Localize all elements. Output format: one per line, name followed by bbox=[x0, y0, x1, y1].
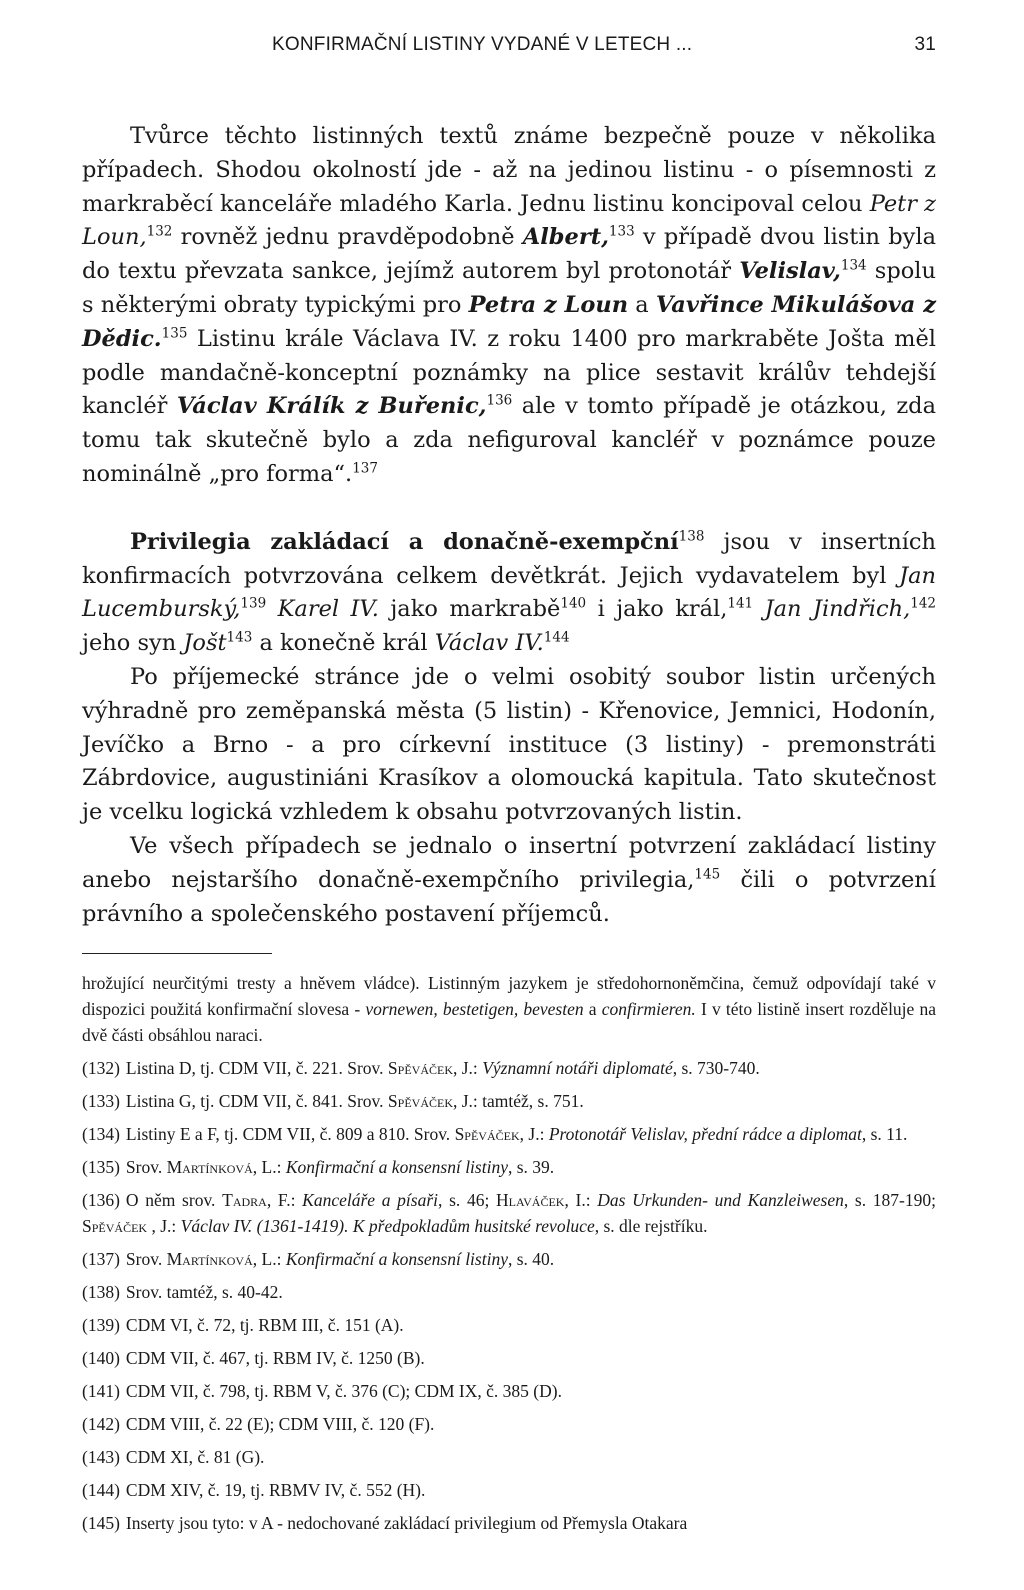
bold-term: Privilegia zakládací a donačně-exempční bbox=[130, 528, 679, 555]
main-text bbox=[82, 120, 936, 931]
text-run: hrožující neurčitými tresty a hněvem vládce). Listinným jazykem je středohornoněmčina, čemuž odpovídají také v dispozici použitá konfirmační slovesa - bbox=[82, 973, 936, 1020]
footnote-137 bbox=[82, 1246, 936, 1272]
italic-term: confirmieren. bbox=[601, 999, 696, 1020]
footnote-ref: 143 bbox=[226, 629, 253, 646]
footnote-ref: 132 bbox=[146, 223, 173, 240]
footnote-number: (139) bbox=[82, 1315, 120, 1336]
footnote-number: (133) bbox=[82, 1091, 120, 1112]
footnote-ref: 138 bbox=[678, 528, 705, 545]
person-name: Albert, bbox=[522, 224, 609, 251]
work-title: Kanceláře a písaři bbox=[302, 1190, 439, 1211]
footnote-number: (142) bbox=[82, 1414, 120, 1435]
footnote-text: CDM VIII, č. 22 (E); CDM VIII, č. 120 (F). bbox=[125, 1414, 435, 1435]
footnote-text: CDM VII, č. 467, tj. RBM IV, č. 1250 (B). bbox=[125, 1348, 425, 1369]
running-head bbox=[82, 34, 936, 68]
footnote-number: (145) bbox=[82, 1513, 120, 1534]
work-title: Václav IV. (1361-1419). K předpokladům husitské revoluce bbox=[180, 1216, 595, 1237]
text-run: spolu s některými obraty typickými pro bbox=[82, 258, 936, 318]
author-name: Tadra bbox=[222, 1190, 267, 1211]
footnote-ref: 135 bbox=[161, 325, 188, 342]
footnote-132 bbox=[82, 1055, 936, 1081]
author-name: Spěváček bbox=[82, 1216, 148, 1237]
text-run: a bbox=[628, 291, 656, 318]
footnote-ref: 137 bbox=[352, 460, 378, 477]
text-run: Listinu krále Václava IV. z roku 1400 pro markraběte Jošta měl podle mandačně-konceptní poznámky na plice sestavit králův tehdejší kancléř bbox=[82, 325, 936, 420]
footnote-ref: 140 bbox=[560, 595, 587, 612]
text-run: i jako král, bbox=[586, 596, 728, 623]
footnote-144 bbox=[82, 1477, 936, 1503]
footnote-134 bbox=[82, 1121, 936, 1147]
footnote-136 bbox=[82, 1187, 936, 1239]
text-run: , J.: bbox=[453, 1058, 483, 1079]
text-run: v případě dvou listin byla do textu převzata sankce, jejímž autorem byl protonotář bbox=[82, 224, 936, 285]
footnote-text: CDM XI, č. 81 (G). bbox=[125, 1447, 265, 1468]
text-run: jeho syn bbox=[82, 630, 184, 657]
person-name: Vavřince Mikulášova z Dědic. bbox=[82, 291, 937, 352]
text-run: Srov. bbox=[125, 1157, 167, 1178]
text-run bbox=[753, 596, 764, 622]
footnote-142 bbox=[82, 1411, 936, 1437]
work-title: Významní notáři diplomaté bbox=[482, 1058, 673, 1079]
text-run: , s. 40. bbox=[507, 1249, 555, 1270]
text-run: , F.: bbox=[266, 1190, 303, 1211]
text-run: Ve všech případech se jednalo o insertní potvrzení zakládací listiny anebo nejstaršího donačně-exempčního privilegia, bbox=[82, 832, 936, 893]
text-run: , s. 730-740. bbox=[672, 1058, 760, 1079]
text-run: jsou v insertních konfirmacích potvrzována celkem devětkrát. Jejich vydavatelem byl bbox=[82, 528, 936, 589]
paragraph-1 bbox=[82, 120, 936, 492]
text-run: I v této listině insert rozděluje na dvě části obsáhlou naraci. bbox=[82, 999, 936, 1046]
text-run: čili o potvrzení právního a společenského postavení příjemců. bbox=[82, 866, 936, 927]
text-run: Listiny E a F, tj. CDM VII, č. 809 a 810. Srov. bbox=[125, 1124, 455, 1145]
person-name: Jošt bbox=[183, 630, 227, 657]
work-title: Protonotář Velislav, přední rádce a diplomat bbox=[548, 1124, 862, 1145]
text-run: Listina G, tj. CDM VII, č. 841. Srov. bbox=[125, 1091, 388, 1112]
text-run: , J.: bbox=[147, 1216, 181, 1237]
text-run: ale v tomto případě je otázkou, zda tomu tak skutečně bylo a zda nefiguroval kancléř v poznámce pouze nominálně „pro forma“. bbox=[82, 393, 936, 487]
footnote-ref: 142 bbox=[910, 595, 937, 612]
footnote-number: (136) bbox=[82, 1190, 120, 1211]
footnote-number: (134) bbox=[82, 1124, 120, 1145]
page-number: 31 bbox=[914, 34, 936, 55]
footnote-number: (143) bbox=[82, 1447, 120, 1468]
footnote-number: (144) bbox=[82, 1480, 120, 1501]
text-run: Tvůrce těchto listinných textů známe bezpečně pouze v několika případech. Shodou okolností jde - až na jedinou listinu - o písemnosti z markraběcí kanceláře mladého Karla. Jednu listinu koncipoval celou bbox=[82, 123, 936, 217]
person-name: Jan Jindřich, bbox=[764, 596, 911, 623]
text-run: , J.: tamtéž, s. 751. bbox=[453, 1091, 584, 1112]
footnote-number: (135) bbox=[82, 1157, 120, 1178]
author-name: Spěváček bbox=[387, 1091, 453, 1112]
text-run: Srov. bbox=[125, 1249, 167, 1270]
work-title: Konfirmační a konsensní listiny bbox=[285, 1249, 508, 1270]
text-run: , L.: bbox=[252, 1157, 286, 1178]
person-name: Karel IV. bbox=[277, 596, 379, 623]
text-run: , s. dle rejstříku. bbox=[594, 1216, 708, 1237]
text-run: , L.: bbox=[252, 1249, 286, 1270]
footnote-143 bbox=[82, 1444, 936, 1470]
paragraph-3: Po příjemecké stránce jde o velmi osobitý soubor listin určených výhradně pro zeměpanská města (5 listin) - Křenovice, Jemnici, Hodonín, Jevíčko a Brno - a pro církevní instituce (3 listiny) - premonstráti Zábrdovice, augustiniáni Krasíkov a olomoucká kapitula. Tato skutečnost je vcelku logická vzhledem k obsahu potvrzovaných listin. bbox=[82, 663, 936, 826]
text-run: , s. 187-190; bbox=[843, 1190, 936, 1211]
footnote-ref: 136 bbox=[486, 392, 513, 409]
footnote-number: (138) bbox=[82, 1282, 120, 1303]
footnote-ref: 145 bbox=[694, 866, 721, 883]
footnote-140 bbox=[82, 1345, 936, 1371]
footnote-text: CDM VII, č. 798, tj. RBM V, č. 376 (C); CDM IX, č. 385 (D). bbox=[125, 1381, 562, 1402]
text-run: , s. 46; bbox=[438, 1190, 497, 1211]
footnote-number: (141) bbox=[82, 1381, 120, 1402]
person-name: Petra z Loun bbox=[468, 291, 629, 318]
work-title: Das Urkunden- und Kanzleiwesen bbox=[597, 1190, 844, 1211]
running-title: KONFIRMAČNÍ LISTINY VYDANÉ V LETECH ... bbox=[272, 34, 693, 55]
person-name: Václav IV. bbox=[434, 630, 544, 657]
footnote-135 bbox=[82, 1154, 936, 1180]
footnote-ref: 139 bbox=[240, 595, 267, 612]
footnote-text: Inserty jsou tyto: v A - nedochované zakládací privilegium od Přemysla Otakara bbox=[125, 1513, 688, 1534]
footnote-141 bbox=[82, 1378, 936, 1404]
text-run: O něm srov. bbox=[125, 1190, 223, 1211]
author-name: Spěváček bbox=[387, 1058, 453, 1079]
author-name: Martínková bbox=[166, 1249, 253, 1270]
text-run bbox=[266, 596, 277, 622]
footnote-text: CDM XIV, č. 19, tj. RBMV IV, č. 552 (H). bbox=[125, 1480, 426, 1501]
text-run: , J.: bbox=[519, 1124, 549, 1145]
paragraph-2 bbox=[82, 526, 936, 661]
text-run: , s. 11. bbox=[861, 1124, 908, 1145]
footnote-number: (140) bbox=[82, 1348, 120, 1369]
footnote-number: (132) bbox=[82, 1058, 120, 1079]
footnote-number: (137) bbox=[82, 1249, 120, 1270]
footnote-ref: 144 bbox=[543, 629, 570, 646]
person-name: Velislav, bbox=[739, 258, 841, 285]
author-name: Hlaváček bbox=[496, 1190, 565, 1211]
footnote-separator bbox=[82, 953, 272, 954]
footnote-133 bbox=[82, 1088, 936, 1114]
text-run: , s. 39. bbox=[507, 1157, 555, 1178]
footnote-ref: 134 bbox=[840, 257, 867, 274]
footnotes bbox=[82, 970, 936, 1536]
text-run: a konečně král bbox=[252, 630, 435, 657]
footnote-145 bbox=[82, 1510, 936, 1536]
person-name: Petr z Loun, bbox=[82, 190, 937, 251]
text-run: Listina D, tj. CDM VII, č. 221. Srov. bbox=[125, 1058, 388, 1079]
footnote-text: CDM VI, č. 72, tj. RBM III, č. 151 (A). bbox=[125, 1315, 404, 1336]
text-run: , I.: bbox=[564, 1190, 598, 1211]
footnote-continuation bbox=[82, 970, 936, 1048]
author-name: Spěváček bbox=[454, 1124, 520, 1145]
text-run: rovněž jednu pravděpodobně bbox=[172, 224, 523, 251]
footnote-ref: 141 bbox=[727, 595, 754, 612]
person-name: Václav Králík z Buřenic, bbox=[176, 393, 487, 420]
footnote-138 bbox=[82, 1279, 936, 1305]
work-title: Konfirmační a konsensní listiny bbox=[285, 1157, 508, 1178]
text-run: jako markrabě bbox=[378, 596, 561, 623]
italic-term: vornewen, bestetigen, bevesten bbox=[365, 999, 584, 1020]
footnote-139 bbox=[82, 1312, 936, 1338]
footnote-ref: 133 bbox=[608, 223, 635, 240]
author-name: Martínková bbox=[166, 1157, 253, 1178]
text-run: a bbox=[583, 999, 602, 1020]
paragraph-4 bbox=[82, 830, 936, 931]
footnote-text: Srov. tamtéž, s. 40-42. bbox=[125, 1282, 283, 1303]
person-name: Jan Lucemburský, bbox=[82, 562, 936, 623]
